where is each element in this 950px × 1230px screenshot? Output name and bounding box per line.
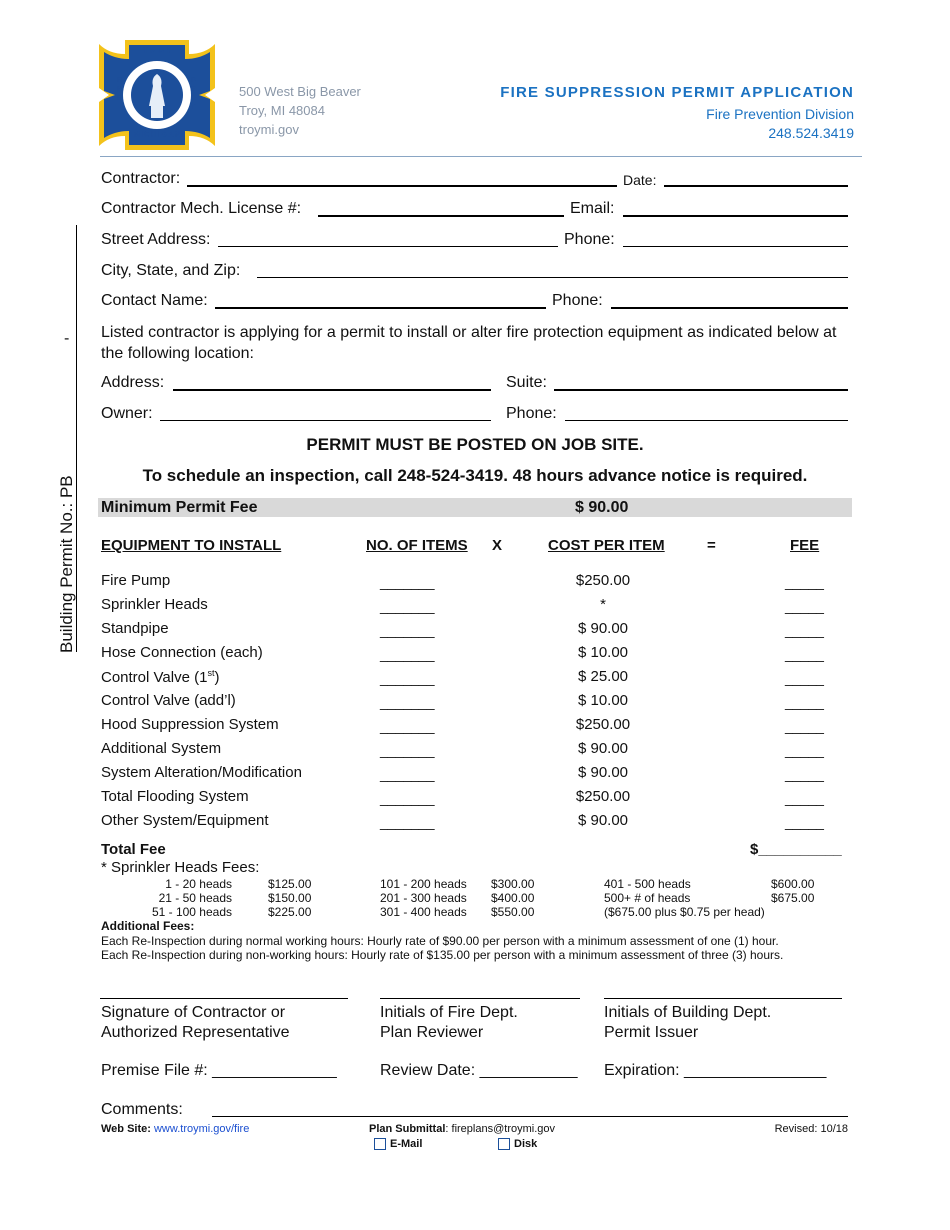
col-fee: FEE [790,537,820,554]
fee-input[interactable]: _____ [785,790,824,806]
building-permit-label: Building Permit No.: PB [57,475,76,653]
submittal-email: : fireplans@troymi.gov [445,1123,555,1135]
sprinkler-fee: $550.00 [491,905,535,919]
review-date-field[interactable]: Review Date: ___________ [380,1062,578,1079]
statement: Listed contractor is applying for a permit to install or alter fire protection equipment as indicated below at the following location: [101,324,837,362]
col-items: NO. OF ITEMS [366,537,468,554]
contact-label: Contact Name: [101,292,208,309]
items-input[interactable]: _______ [380,646,435,662]
sprinkler-range: 51 - 100 heads [151,905,232,919]
division-phone: 248.524.3419 [768,125,854,141]
fee-input[interactable]: _____ [785,718,824,734]
equipment-name [101,572,170,589]
cost-per-item: $ 10.00 [577,692,629,709]
phone3-label: Phone: [506,405,557,422]
page-title: FIRE SUPPRESSION PERMIT APPLICATION [500,84,854,101]
contractor-label: Contractor: [101,170,181,187]
phone3-field[interactable] [565,420,848,421]
items-input[interactable]: _______ [380,670,435,686]
equipment-name-text: Standpipe [101,620,169,637]
city-address [239,82,361,139]
troy-fire-logo [95,36,219,154]
division-name: Fire Prevention Division [706,106,854,122]
equipment-name-text: Total Flooding System [101,788,249,805]
equipment-name-sup: st [207,668,215,678]
cost-per-item: $250.00 [575,572,631,589]
fee-input[interactable]: _____ [785,670,824,686]
items-input[interactable]: _______ [380,790,435,806]
sprinkler-fee: $675.00 [771,891,815,905]
equipment-name-text: Hose Connection (each) [101,644,263,661]
signature-building-line[interactable] [604,998,842,999]
website-label: Web Site: [101,1123,151,1135]
disk-checkbox[interactable] [498,1138,510,1150]
equipment-name-text: Control Valve (add’l) [101,692,236,709]
col-eq: = [707,537,716,554]
sprinkler-range: 500+ # of heads [604,891,691,905]
equipment-name [101,764,302,781]
address-line3: troymi.gov [239,122,299,137]
date-label: Date: [623,172,657,188]
phone1-field[interactable] [623,246,848,247]
fee-input[interactable]: _____ [785,766,824,782]
sig2-line-a: Initials of Fire Dept. [380,1004,518,1021]
sprinkler-range: ($675.00 plus $0.75 per head) [604,905,765,919]
sprinkler-range: 301 - 400 heads [380,905,467,919]
equipment-name-text: Control Valve (1 [101,669,208,686]
submittal-label: Plan Submittal [369,1123,446,1135]
signature-contractor-line[interactable] [100,998,348,999]
contact-field[interactable] [215,307,546,309]
items-input[interactable]: _______ [380,814,435,830]
total-fee-label: Total Fee [101,841,166,858]
owner-label: Owner: [101,405,153,422]
schedule-notice: To schedule an inspection, call 248-524-3419. 48 hours advance notice is required. [142,466,808,485]
disk-option-label: Disk [514,1138,538,1150]
cost-per-item: $ 90.00 [577,764,629,781]
premise-file-field[interactable]: Premise File #: ______________ [101,1062,337,1079]
sig3-line-a: Initials of Building Dept. [604,1004,772,1021]
revised-date: Revised: 10/18 [774,1123,848,1135]
fee-input[interactable]: _____ [785,814,824,830]
email-field[interactable] [623,215,848,217]
email-label: Email: [570,200,615,217]
col-x: X [492,537,503,554]
equipment-name-text: Sprinkler Heads [101,596,208,613]
sprinkler-fees-title: * Sprinkler Heads Fees: [101,859,260,876]
sprinkler-fee: $125.00 [268,877,312,891]
city-label: City, State, and Zip: [101,262,241,279]
fee-input[interactable]: _____ [785,598,824,614]
license-field[interactable] [318,215,564,217]
equipment-name-text: System Alteration/Modification [101,764,302,781]
equipment-name [101,620,169,637]
equipment-name-text: Hood Suppression System [101,716,279,733]
cost-per-item: $ 90.00 [577,812,629,829]
license-label: Contractor Mech. License #: [101,200,302,217]
footer-submittal [369,1123,555,1135]
footer-website [101,1123,249,1135]
email-option-label: E-Mail [390,1138,423,1150]
contractor-field[interactable] [187,185,617,187]
logo-text-left: FIRE [117,77,124,102]
sprinkler-range: 101 - 200 heads [380,877,467,891]
fee-input[interactable]: _____ [785,742,824,758]
items-input[interactable]: _______ [380,622,435,638]
city-field[interactable] [257,277,848,278]
total-fee-value[interactable]: $__________ [750,841,842,858]
phone1-label: Phone: [564,231,615,248]
signature-fire-line[interactable] [380,998,580,999]
equipment-name [101,812,269,829]
expiration-field[interactable]: Expiration: ________________ [604,1062,827,1079]
logo-text-right: DEPT [191,77,197,111]
sprinkler-fee: $600.00 [771,877,815,891]
cost-per-item: $ 90.00 [577,620,629,637]
equipment-name [101,668,219,686]
date-field[interactable] [664,185,848,187]
fee-input[interactable]: _____ [785,694,824,710]
fee-input[interactable]: _____ [785,574,824,590]
cost-per-item: * [600,596,606,613]
additional-fees-line2: Each Re-Inspection during non-working hours: Hourly rate of $135.00 per person with a minimum assessment of three (3) hours. [101,948,784,962]
signature-building-label [604,1003,771,1043]
fee-input[interactable]: _____ [785,646,824,662]
equipment-name-tail: ) [214,669,220,686]
phone2-field[interactable] [611,307,848,309]
cost-per-item: $ 10.00 [577,644,629,661]
website-link[interactable]: www.troymi.gov/fire [153,1123,250,1135]
items-input[interactable]: _______ [380,766,435,782]
sprinkler-range: 1 - 20 heads [165,877,232,891]
equipment-name-text: Fire Pump [101,572,171,589]
sig2-line-b: Plan Reviewer [380,1024,484,1041]
items-input[interactable]: _______ [380,742,435,758]
sprinkler-range: 401 - 500 heads [604,877,691,891]
additional-fees-line1: Each Re-Inspection during normal working hours: Hourly rate of $90.00 per person with a minimum assessment of one (1) hour. [101,934,779,948]
street-field[interactable] [218,246,558,247]
sprinkler-range: 201 - 300 heads [380,891,467,905]
min-fee-label: Minimum Permit Fee [101,499,258,516]
comments-field[interactable] [212,1116,848,1117]
cost-per-item: $ 25.00 [577,668,629,685]
items-input[interactable]: _______ [380,718,435,734]
items-input[interactable]: _______ [380,694,435,710]
sprinkler-fee: $400.00 [491,891,535,905]
items-input[interactable]: _______ [380,574,435,590]
equipment-name [101,644,263,661]
equipment-name [101,716,279,733]
sprinkler-fee: $150.00 [268,891,312,905]
posted-notice: PERMIT MUST BE POSTED ON JOB SITE. [306,435,644,454]
cost-per-item: $250.00 [575,716,631,733]
additional-fees-title: Additional Fees: [101,919,195,933]
cost-per-item: $250.00 [575,788,631,805]
sig1-line-a: Signature of Contractor or [101,1004,286,1021]
equipment-name [101,596,208,613]
suite-label: Suite: [506,374,547,391]
side-dash: - [64,330,70,347]
sprinkler-range: 21 - 50 heads [158,891,232,905]
logo-text-bottom: MICHIGAN [133,130,182,139]
comments-label: Comments: [101,1101,183,1118]
sprinkler-fee: $300.00 [491,877,535,891]
cost-per-item: $ 90.00 [577,740,629,757]
sig1-line-b: Authorized Representative [101,1024,290,1041]
address-line2: Troy, MI 48084 [239,103,325,118]
street-label: Street Address: [101,231,211,248]
suite-field[interactable] [554,389,848,391]
equipment-name [101,788,249,805]
header-rule [100,156,862,157]
phone2-label: Phone: [552,292,603,309]
address-label: Address: [101,374,165,391]
min-fee-value: $ 90.00 [575,499,629,516]
sig3-line-b: Permit Issuer [604,1024,699,1041]
col-equipment: EQUIPMENT TO INSTALL [101,537,282,554]
owner-field[interactable] [160,420,491,421]
equipment-name [101,692,236,709]
email-option[interactable] [374,1138,422,1150]
disk-option[interactable] [498,1138,537,1150]
col-cost: COST PER ITEM [548,537,665,554]
items-input[interactable]: _______ [380,598,435,614]
equipment-name-text: Additional System [101,740,222,757]
equipment-name [101,740,221,757]
logo-text-top: TROY [143,46,174,55]
email-checkbox[interactable] [374,1138,386,1150]
address-line1: 500 West Big Beaver [239,84,361,99]
sprinkler-fee: $225.00 [268,905,312,919]
equipment-name-text: Other System/Equipment [101,812,269,829]
address-field[interactable] [173,389,491,391]
fee-input[interactable]: _____ [785,622,824,638]
signature-contractor-label [101,1003,290,1043]
signature-fire-label [380,1003,518,1043]
